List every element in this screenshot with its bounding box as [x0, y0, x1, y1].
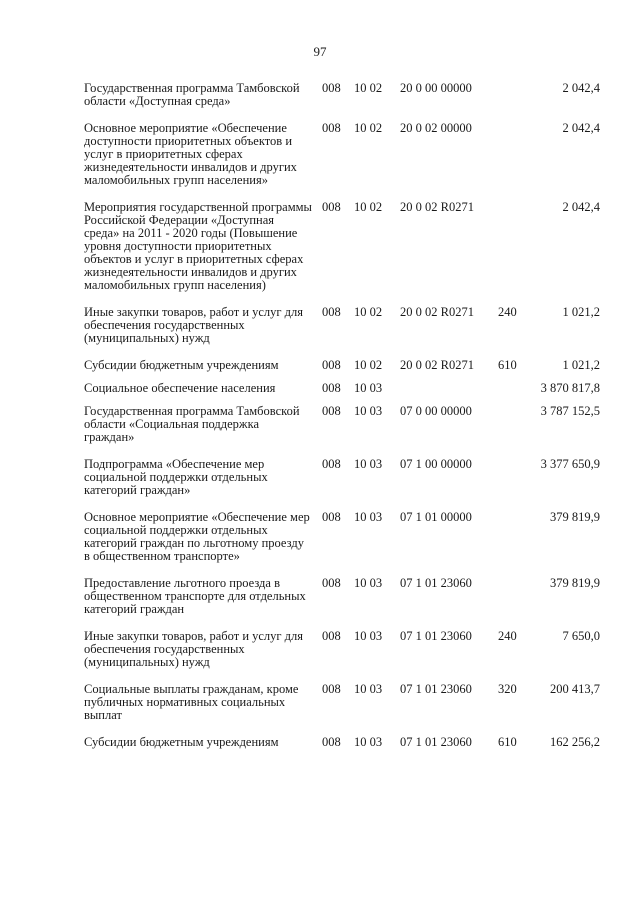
section-code: 10 03 [354, 404, 383, 418]
program-code: 07 0 00 00000 [400, 404, 472, 418]
program-code: 07 1 01 23060 [400, 682, 472, 696]
row-description: Иные закупки товаров, работ и услуг для обеспечения государственных (муниципальных) нужд [84, 629, 304, 669]
row-description: Подпрограмма «Обеспечение мер социальной поддержки отдельных категорий граждан» [84, 457, 268, 497]
table-row [84, 306, 600, 345]
program-code: 20 0 02 00000 [400, 121, 472, 135]
expense-type-code: 240 [498, 305, 517, 319]
amount: 379 819,9 [550, 576, 600, 590]
section-code: 10 03 [354, 381, 383, 395]
table-row [84, 122, 600, 187]
ministry-code: 008 [322, 358, 341, 372]
ministry-code: 008 [322, 305, 341, 319]
program-code: 07 1 01 00000 [400, 510, 472, 524]
amount: 3 870 817,8 [540, 381, 600, 395]
ministry-code: 008 [322, 682, 341, 696]
table-row [84, 577, 600, 616]
table-row [84, 736, 600, 749]
page-number: 97 [313, 44, 327, 59]
table-row [84, 405, 600, 444]
section-code: 10 03 [354, 629, 383, 643]
amount: 7 650,0 [562, 629, 600, 643]
program-code: 20 0 02 R0271 [400, 358, 474, 372]
amount: 1 021,2 [562, 305, 600, 319]
section-code: 10 03 [354, 510, 383, 524]
expense-type-code: 240 [498, 629, 517, 643]
row-description: Мероприятия государственной программы Российской Федерации «Доступная среда» на 2011 - 2020 годы (Повышение уровня доступности приоритетных объектов и услуг в приоритетных сферах жизнедеятельности инвалидов и других маломобильных групп населения) [84, 200, 312, 292]
amount: 2 042,4 [562, 121, 600, 135]
table-row [84, 630, 600, 669]
budget-table [84, 82, 600, 749]
ministry-code: 008 [322, 404, 341, 418]
table-row [84, 511, 600, 563]
row-description: Социальное обеспечение населения [84, 381, 276, 395]
amount: 200 413,7 [550, 682, 600, 696]
row-description: Предоставление льготного проезда в общественном транспорте для отдельных категорий граждан [84, 576, 306, 616]
section-code: 10 02 [354, 305, 383, 319]
ministry-code: 008 [322, 200, 341, 214]
section-code: 10 03 [354, 682, 383, 696]
program-code: 20 0 00 00000 [400, 81, 472, 95]
ministry-code: 008 [322, 735, 341, 749]
program-code: 07 1 00 00000 [400, 457, 472, 471]
row-description: Государственная программа Тамбовской области «Социальная поддержка граждан» [84, 404, 300, 444]
table-row [84, 82, 600, 108]
table-row [84, 458, 600, 497]
ministry-code: 008 [322, 576, 341, 590]
section-code: 10 02 [354, 121, 383, 135]
expense-type-code: 320 [498, 682, 517, 696]
table-row [84, 359, 600, 372]
ministry-code: 008 [322, 457, 341, 471]
row-description: Субсидии бюджетным учреждениям [84, 735, 279, 749]
expense-type-code: 610 [498, 735, 517, 749]
section-code: 10 02 [354, 200, 383, 214]
program-code: 07 1 01 23060 [400, 576, 472, 590]
amount: 3 787 152,5 [540, 404, 600, 418]
program-code: 07 1 01 23060 [400, 735, 472, 749]
ministry-code: 008 [322, 381, 341, 395]
program-code: 20 0 02 R0271 [400, 200, 474, 214]
ministry-code: 008 [322, 81, 341, 95]
amount: 3 377 650,9 [540, 457, 600, 471]
section-code: 10 02 [354, 358, 383, 372]
row-description: Социальные выплаты гражданам, кроме публичных нормативных социальных выплат [84, 682, 299, 722]
amount: 162 256,2 [550, 735, 600, 749]
row-description: Основное мероприятие «Обеспечение мер социальной поддержки отдельных категорий граждан по льготному проезду в общественном транспорте» [84, 510, 310, 563]
table-row [84, 201, 600, 292]
amount: 2 042,4 [562, 81, 600, 95]
section-code: 10 03 [354, 735, 383, 749]
amount: 379 819,9 [550, 510, 600, 524]
row-description: Иные закупки товаров, работ и услуг для обеспечения государственных (муниципальных) нужд [84, 305, 304, 345]
row-description: Государственная программа Тамбовской области «Доступная среда» [84, 81, 300, 108]
table-row [84, 382, 600, 395]
row-description: Основное мероприятие «Обеспечение доступности приоритетных объектов и услуг в приоритетных сферах жизнедеятельности инвалидов и других маломобильных групп населения» [84, 121, 297, 187]
section-code: 10 02 [354, 81, 383, 95]
program-code: 20 0 02 R0271 [400, 305, 474, 319]
expense-type-code: 610 [498, 358, 517, 372]
amount: 1 021,2 [562, 358, 600, 372]
row-description: Субсидии бюджетным учреждениям [84, 358, 279, 372]
amount: 2 042,4 [562, 200, 600, 214]
ministry-code: 008 [322, 121, 341, 135]
section-code: 10 03 [354, 457, 383, 471]
table-row [84, 683, 600, 722]
section-code: 10 03 [354, 576, 383, 590]
ministry-code: 008 [322, 629, 341, 643]
program-code: 07 1 01 23060 [400, 629, 472, 643]
ministry-code: 008 [322, 510, 341, 524]
